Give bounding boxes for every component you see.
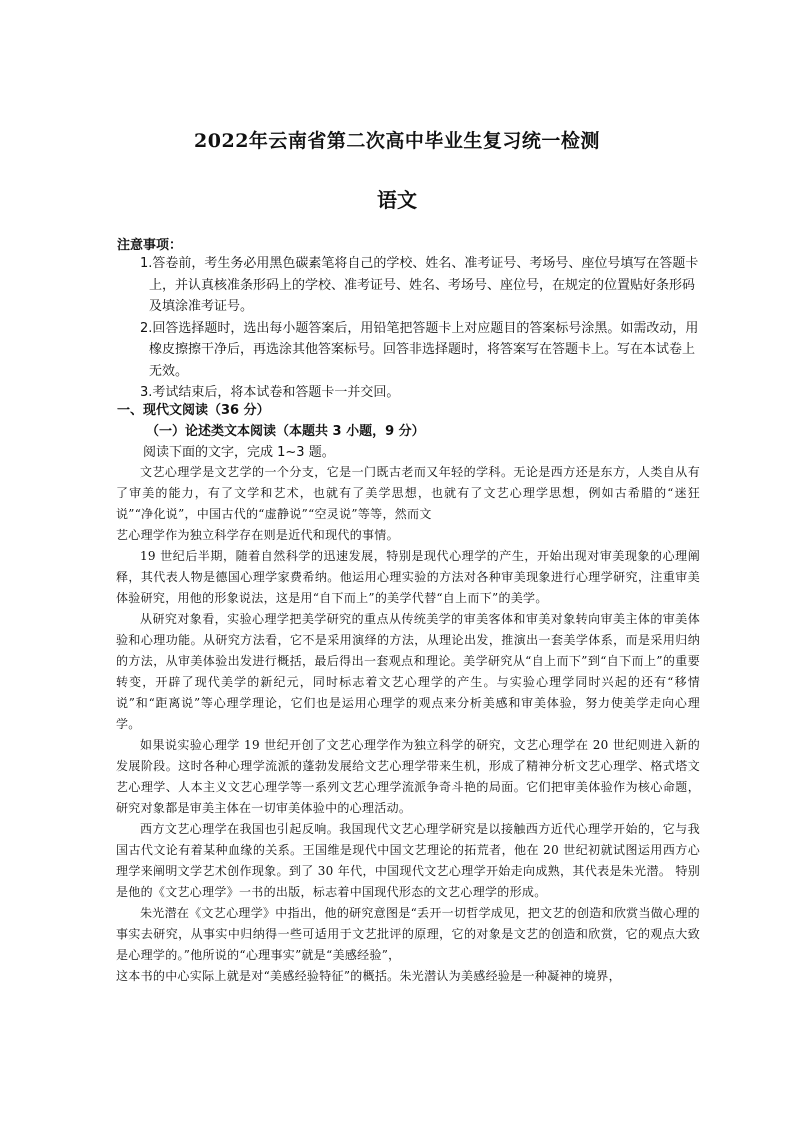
passage-paragraph: 文艺心理学是文艺学的一个分支，它是一门既古老而又年轻的学科。无论是西方还是东方，人类自从有了审美的能力，有了文学和艺术，也就有了美学思想，也就有了文艺心理学思想，例如古希腊的“迷狂说”“净化说”，中国古代的“虚静说”“空灵说”等等，然而文: [116, 465, 700, 521]
passage-paragraph: 从研究对象看，实验心理学把美学研究的重点从传统美学的审美客体和审美对象转向审美主体的审美体验和心理功能。从研究方法看，它不是采用演绎的方法，从理论出发，推演出一套美学体系，而是采用归纳的方法，从审美体验出发进行概括，最后得出一套观点和理论。美学研究从“自上而下”到“自下而上”的重要转变，开辟了现代美学的新纪元，同时标志着文艺心理学的产生。与实验心理学同时兴起的还有“移情说”和“距离说”等心理学理论，它们也是运用心理学的观点来分析美感和审美体验，努力使美学走向心理学。: [116, 612, 700, 731]
passage-paragraph: 19 世纪后半期，随着自然科学的迅速发展，特别是现代心理学的产生，开始出现对审美现象的心理阐释，其代表人物是德国心理学家费希纳。他运用心理实验的方法对各种审美现象进行心理学研究，注重审美体验研究，用他的形象说法，这是用“自下而上”的美学代替“自上而下”的美学。: [116, 549, 700, 605]
exam-title: 2022年云南省第二次高中毕业生复习统一检测: [194, 130, 600, 152]
section-heading: 一、现代文阅读（36 分）: [117, 403, 270, 418]
subsection-heading: （一）论述类文本阅读（本题共 3 小题，9 分）: [146, 424, 425, 439]
passage-paragraph: 朱光潜在《文艺心理学》中指出，他的研究意图是“丢开一切哲学成见，把文艺的创造和欣赏当做心理的事实去研究，从事实中归纳得一些可适用于文艺批评的原理，它的对象是文艺的创造和欣赏，它的观点大致是心理学的。”他所说的“心理事实”就是“美感经验”，: [116, 906, 700, 962]
notes-list: [140, 253, 700, 404]
passage-paragraph: 如果说实验心理学 19 世纪开创了文艺心理学作为独立科学的研究，文艺心理学在 20 世纪则进入新的发展阶段。这时各种心理学流派的蓬勃发展给文艺心理学带来生机，形成了精神分析文艺心理学、格式塔文艺心理学、人本主义文艺心理学等一系列文艺心理学流派争奇斗艳的局面。它们把审美体验作为核心命题，研究对象都是审美主体在一切审美体验中的心理活动。: [116, 738, 700, 815]
passage-paragraph: 西方文艺心理学在我国也引起反响。我国现代文艺心理学研究是以接触西方近代心理学开始的，它与我国古代文论有着某种血缘的关系。王国维是现代中国文艺理论的拓荒者，他在 20 世纪初就试图运用西方心理学来阐明文学艺术创作现象。到了 30 年代，中国现代文艺心理学开始走向成熟，其代表是朱光潜。 特别是他的《文艺心理学》一书的出版，标志着中国现代形态的文艺心理学的形成。: [116, 822, 700, 899]
subject-title: 语文: [377, 188, 417, 212]
passage-paragraph: 艺心理学作为独立科学存在则是近代和现代的事情。: [116, 528, 399, 542]
note-item: 2.回答选择题时，选出每小题答案后，用铅笔把答题卡上对应题目的答案标号涂黑。如需改动，用橡皮擦擦干净后，再选涂其他答案标号。回答非选择题时，将答案写在答题卡上。写在本试卷上无效。: [140, 320, 699, 379]
passage-paragraph: 这本书的中心实际上就是对“美感经验特征”的概括。朱光潜认为美感经验是一种凝神的境界，: [116, 969, 621, 983]
notes-heading: 注意事项：: [117, 238, 183, 253]
note-item: 3.考试结束后，将本试卷和答题卡一并交回。: [140, 385, 400, 400]
note-item: 1.答卷前，考生务必用黑色碳素笔将自己的学校、姓名、准考证号、考场号、座位号填写在答题卡上，并认真核准条形码上的学校、准考证号、姓名、考场号、座位号，在规定的位置贴好条形码及填涂准考证号。: [140, 256, 699, 314]
reading-instruction: 阅读下面的文字，完成 1~3 题。: [143, 445, 335, 460]
reading-passage: [116, 462, 700, 987]
